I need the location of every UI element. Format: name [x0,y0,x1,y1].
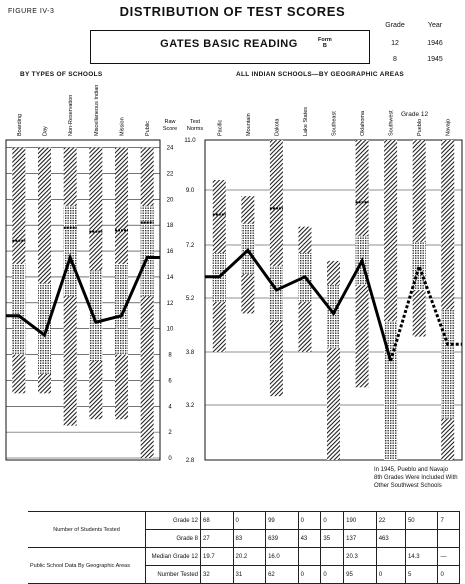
bar-dotted [115,264,128,355]
n-g12-pacific: 68 [201,512,234,530]
pub-median-lake [298,548,321,566]
bar-dotted [64,206,77,297]
left-category-label: Mission [119,117,126,136]
pub-n-southwest: 0 [376,566,405,584]
left-tick-label: 12 [166,300,174,307]
left-tick-label: 20 [166,197,174,204]
left-median-line [6,258,160,336]
pub-median-pueblo: 14.3 [405,548,438,566]
pub-n-southeast: 0 [321,566,344,584]
left-section-title: BY TYPES OF SCHOOLS [20,71,103,78]
median-cell [146,548,201,566]
n-g12-dakota: 99 [266,512,299,530]
left-tick-label: 18 [166,223,174,230]
right-category-label: Southwest [388,110,395,136]
right-tick-label: 3.8 [185,350,195,356]
n-g8-oklahoma: 137 [344,530,377,548]
left-category-label: Day [42,126,49,136]
footnote: In 1945, Pueblo and Navajo 8th Grades Were Included With Other Southwest Schools [374,467,458,489]
right-tick-label: 2.8 [185,458,195,464]
right-category-label: Lake States [302,106,309,136]
pub-n-lake: 0 [298,566,321,584]
right-tick-label: 11.0 [184,138,196,144]
n-g12-southwest: 22 [376,512,405,530]
row1-label: Number of Students Tested [28,512,146,548]
right-tick-label: 3.2 [185,403,195,409]
n-g8-pacific: 27 [201,530,234,548]
bar-hatched [356,329,369,387]
right-tick-label: 7.2 [185,243,195,249]
n-g12-lake: 0 [298,512,321,530]
pub-n-pacific: 32 [201,566,234,584]
left-tick-label: 6 [168,378,172,385]
bar-dotted [89,270,102,361]
left-tick-label: 0 [168,456,172,462]
data-table [28,511,460,584]
n-g8-southwest: 463 [376,530,405,548]
n-g12-oklahoma: 190 [344,512,377,530]
number-tested-label: Number Tested [157,571,198,578]
bar-hatched [441,140,454,282]
left-category-label: Public [145,121,152,136]
pub-median-oklahoma: 20.3 [344,548,377,566]
right-category-label: Mountain [245,113,252,136]
n-g12-pueblo: 50 [405,512,438,530]
left-axis-label: Raw Score [162,119,178,132]
grade-value: 12 [391,40,399,47]
left-tick-label: 8 [168,352,172,359]
bar-dotted [327,285,340,348]
left-tick-label: 24 [166,145,174,152]
n-g8-navajo [438,530,460,548]
median-label: Median [151,553,172,560]
grade12-cell: Grade 12 [146,512,201,530]
chart-title: DISTRIBUTION OF TEST SCORES [119,4,346,19]
pub-n-dakota: 62 [266,566,299,584]
pub-median-pacific: 19.7 [201,548,234,566]
bar-dotted [12,264,25,355]
grade12-label: Grade 12 [401,111,429,118]
right-category-label: Dakota [274,118,281,136]
pub-median-southeast [321,548,344,566]
bar-hatched [384,140,397,290]
left-tick-label: 22 [166,171,174,178]
row2-label: Public School Data By Geographic Areas [28,548,146,584]
pub-median-dakota: 16.0 [266,548,299,566]
bar-dotted [441,310,454,419]
bar-dotted [141,206,154,297]
pub-median-navajo: — [438,548,460,566]
left-category-label: Boarding [16,113,23,136]
grade8-cell: Grade 8 [146,530,201,548]
right-tick-label: 9.0 [185,188,195,194]
form-word: Form [318,37,332,43]
right-axis-label: Test Norms [186,119,204,132]
n-g12-navajo: 7 [438,512,460,530]
pub-median-mountain: 20.2 [233,548,266,566]
bar-hatched [141,148,154,458]
left-tick-label: 14 [166,274,174,281]
left-category-label: Non-Reservation [68,94,75,136]
pub-n-pueblo: 5 [405,566,438,584]
pub-median-southwest [376,548,405,566]
grade-value: 8 [393,56,397,63]
bar-dotted [270,266,283,321]
pub-n-mountain: 31 [233,566,266,584]
figure-label: FIGURE IV-3 [8,8,55,15]
bar-hatched [356,140,369,208]
bar-hatched [270,140,283,242]
grade-header: Grade [385,22,405,29]
n-g8-dakota: 639 [266,530,299,548]
right-category-label: Oklahoma [360,110,367,136]
left-plot-frame [6,140,160,460]
left-tick-label: 2 [168,430,172,437]
bar-hatched [413,140,426,214]
left-tick-label: 10 [166,326,174,333]
n-g8-southeast: 35 [321,530,344,548]
left-tick-label: 16 [166,249,174,256]
right-category-label: Pacific [217,119,224,136]
chart-subtitle: GATES BASIC READING [160,38,298,50]
right-category-label: Southeast [331,111,338,136]
year-value: 1945 [427,56,443,63]
n-g12-mountain: 0 [233,512,266,530]
n-g8-mountain: 83 [233,530,266,548]
bar-hatched [213,180,226,227]
pub-n-navajo: 0 [438,566,460,584]
right-category-label: Pueblo [417,118,424,136]
median-grade: Grade 12 [172,553,198,560]
form-value: B [322,43,327,49]
bar-dotted [38,283,51,374]
n-g12-southeast: 0 [321,512,344,530]
left-category-label: Miscellaneous Indian [93,84,100,136]
n-g8-pueblo [405,530,438,548]
right-section-title: ALL INDIAN SCHOOLS—BY GEOGRAPHIC AREAS [236,71,405,78]
year-header: Year [427,22,443,29]
year-value: 1946 [427,40,443,47]
left-tick-label: 4 [168,404,172,411]
right-tick-label: 5.2 [185,296,195,302]
n-g8-lake: 43 [298,530,321,548]
right-category-label: Navajo [445,118,452,136]
pub-n-oklahoma: 95 [344,566,377,584]
